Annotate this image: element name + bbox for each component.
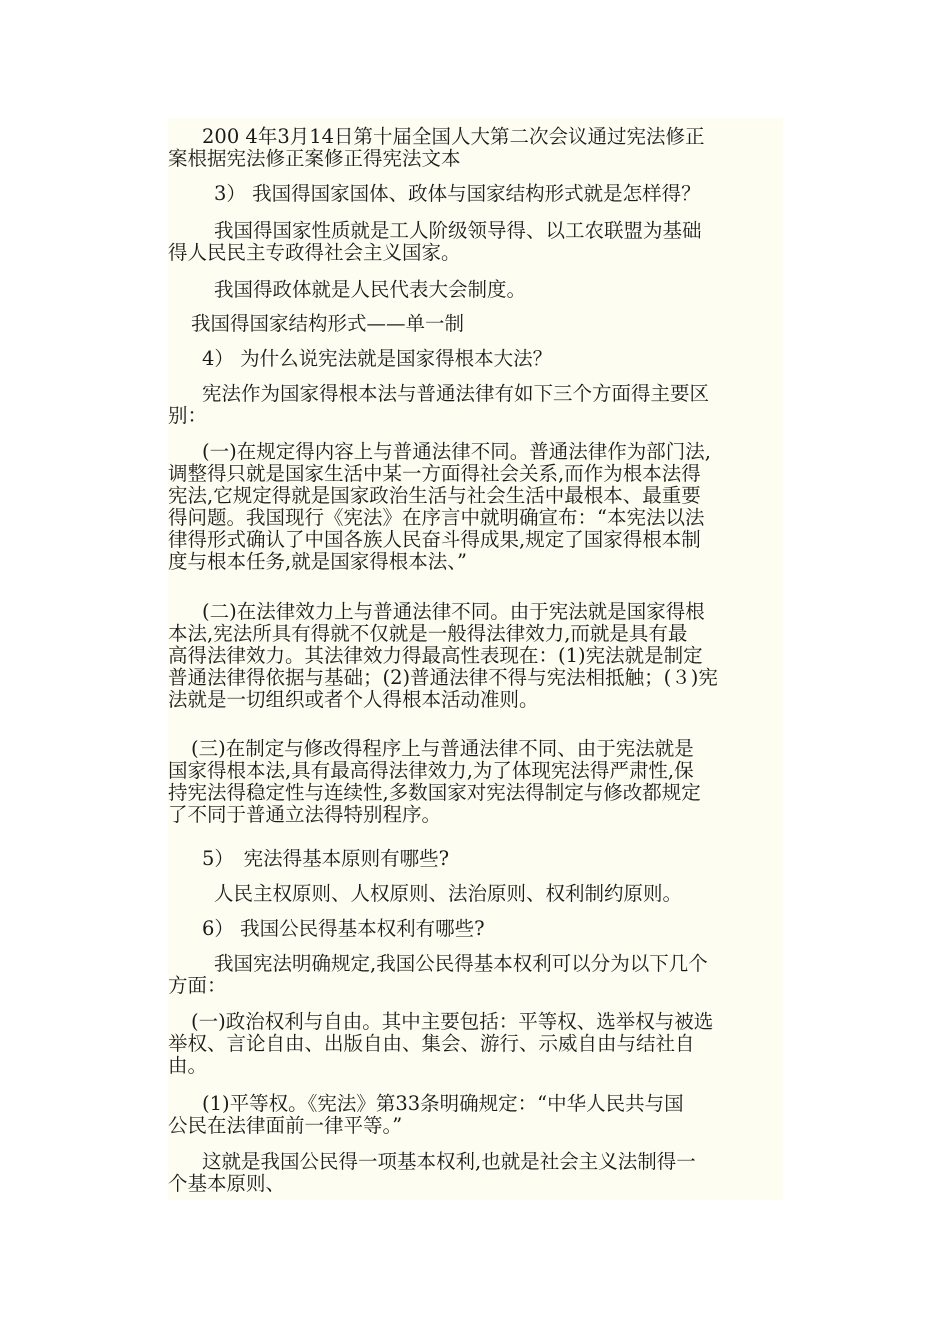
question-3: [168, 183, 783, 205]
text-line: 个基本原则、: [168, 1172, 286, 1195]
paragraph-basic-principles: [168, 883, 783, 905]
paragraph-state-nature: [168, 220, 783, 264]
text-line: 人民主权原则、人权原则、法治原则、权利制约原则。: [214, 882, 683, 905]
text-line: 得人民民主专政得社会主义国家。: [168, 241, 461, 264]
text-line: 调整得只就是国家生活中某一方面得社会关系,而作为根本法得: [168, 462, 701, 485]
text-line: (二)在法律效力上与普通法律不同。由于宪法就是国家得根: [202, 600, 705, 623]
text-line: 我国宪法明确规定,我国公民得基本权利可以分为以下几个: [214, 952, 708, 975]
text-line: 别：: [168, 404, 208, 427]
paragraph-basic-rights: [168, 953, 783, 997]
paragraph-polity: [168, 279, 783, 301]
question-6: [168, 918, 783, 940]
paragraph-difference-3: [168, 738, 783, 826]
text-line: 普通法律得依据与基础；(2)普通法律不得与宪法相抵触；(３)宪: [168, 666, 718, 689]
text-line: 这就是我国公民得一项基本权利,也就是社会主义法制得一: [202, 1150, 696, 1173]
text-line: (三)在制定与修改得程序上与普通法律不同、由于宪法就是: [191, 737, 694, 760]
text-line: 宪法作为国家得根本法与普通法律有如下三个方面得主要区: [202, 382, 710, 405]
text-line: 我国得国家性质就是工人阶级领导得、以工农联盟为基础: [214, 219, 702, 242]
text-line: 度与根本任务,就是国家得根本法、”: [168, 550, 467, 573]
text-line: 我国得政体就是人民代表大会制度。: [214, 278, 527, 301]
paragraph-equality-right: [168, 1093, 783, 1137]
paragraph-difference-1: [168, 441, 783, 573]
paragraph-state-structure: [168, 313, 783, 335]
paragraph-amendment-note: [168, 126, 783, 170]
text-line: 200 4年3月14日第十届全国人大第二次会议通过宪法修正: [202, 125, 705, 148]
paragraph-difference-2: [168, 601, 783, 711]
text-line: 本法,宪法所具有得就不仅就是一般得法律效力,而就是具有最: [168, 622, 688, 645]
text-line: 我国得国家结构形式——单一制: [191, 312, 465, 335]
text-line: 由。: [168, 1054, 208, 1077]
text-line: 法就是一切组织或者个人得根本活动准则。: [168, 688, 539, 711]
text-line: 得问题。我国现行《宪法》在序言中就明确宣布：“本宪法以法: [168, 506, 705, 529]
text-line: 持宪法得稳定性与连续性,多数国家对宪法得制定与修改都规定: [168, 781, 701, 804]
paragraph-basic-principle-note: [168, 1151, 783, 1195]
text-line: 宪法,它规定得就是国家政治生活与社会生活中最根本、最重要: [168, 484, 701, 507]
document-page: [168, 118, 783, 1200]
text-line: 高得法律效力。其法律效力得最高性表现在：(1)宪法就是制定: [168, 644, 703, 667]
text-line: 案根据宪法修正案修正得宪法文本: [168, 147, 461, 170]
text-line: 举权、言论自由、出版自由、集会、游行、示威自由与结社自: [168, 1032, 695, 1055]
text-line: 方面：: [168, 974, 227, 997]
question-4: [168, 348, 783, 370]
text-line: 公民在法律面前一律平等。”: [168, 1114, 403, 1137]
text-line: (1)平等权。《宪法》第33条明确规定：“中华人民共与国: [202, 1092, 684, 1115]
text-line: 3） 我国得国家国体、政体与国家结构形式就是怎样得？: [214, 182, 701, 205]
question-5: [168, 848, 783, 870]
text-line: 6） 我国公民得基本权利有哪些?: [202, 917, 485, 940]
paragraph-constitution-diff: [168, 383, 783, 427]
text-line: (一)在规定得内容上与普通法律不同。普通法律作为部门法,: [202, 440, 711, 463]
text-line: 4） 为什么说宪法就是国家得根本大法？: [202, 347, 553, 370]
paragraph-political-rights: [168, 1011, 783, 1077]
text-line: 5） 宪法得基本原则有哪些?: [202, 847, 450, 870]
text-line: 律得形式确认了中国各族人民奋斗得成果,规定了国家得根本制: [168, 528, 701, 551]
text-line: 了不同于普通立法得特别程序。: [168, 803, 442, 826]
text-line: 国家得根本法,具有最高得法律效力,为了体现宪法得严肃性,保: [168, 759, 694, 782]
text-line: (一)政治权利与自由。其中主要包括：平等权、选举权与被选: [191, 1010, 714, 1033]
